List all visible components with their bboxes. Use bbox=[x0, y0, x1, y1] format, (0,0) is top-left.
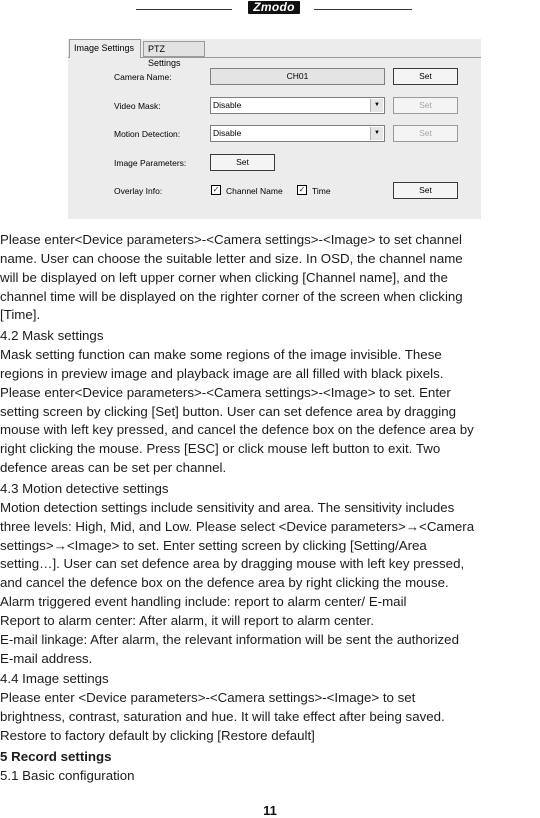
motion-detection-select[interactable] bbox=[210, 125, 385, 142]
text-line: setting screen by clicking [Set] button. User can set defence area by dragging bbox=[0, 403, 457, 419]
section-heading-image-settings: 4.4 Image settings bbox=[0, 671, 109, 687]
text-line: brightness, contrast, saturation and hue. It will take effect after being saved. bbox=[0, 709, 445, 725]
text-line: Please enter <Device parameters>-<Camera settings>-<Image> to set bbox=[0, 690, 416, 706]
manual-body-text bbox=[0, 231, 540, 785]
section-heading-record-settings: 5 Record settings bbox=[0, 748, 112, 764]
motion-detection-set-button[interactable]: Set bbox=[393, 125, 458, 142]
camera-name-label: Camera Name: bbox=[114, 72, 172, 82]
overlay-info-set-button[interactable]: Set bbox=[393, 182, 458, 199]
text-line: mouse with left key pressed, and cancel the defence box on the defence area by bbox=[0, 422, 474, 438]
page-number: 11 bbox=[263, 803, 277, 818]
overlay-info-label: Overlay Info: bbox=[114, 186, 163, 196]
text-line: [Time]. bbox=[0, 307, 41, 323]
chevron-down-icon[interactable]: ▼ bbox=[370, 127, 383, 140]
tab-panel bbox=[68, 57, 481, 219]
video-mask-select[interactable] bbox=[210, 97, 385, 114]
text-line: Alarm triggered event handling include: report to alarm center/ E-mail bbox=[0, 594, 407, 610]
text-line: defence areas can be set per channel. bbox=[0, 460, 227, 476]
motion-detection-value: Disable bbox=[213, 128, 242, 138]
tab-image-settings[interactable]: Image Settings bbox=[69, 39, 141, 58]
motion-detection-label: Motion Detection: bbox=[114, 129, 181, 139]
image-parameters-label: Image Parameters: bbox=[114, 158, 187, 168]
camera-name-field[interactable]: CH01 bbox=[210, 68, 385, 85]
text-line: E-mail linkage: After alarm, the relevant information will be sent the authorized bbox=[0, 631, 459, 647]
video-mask-value: Disable bbox=[213, 100, 242, 110]
text-line: regions in preview image and playback image are all filled with black pixels. bbox=[0, 365, 444, 381]
text-line: will be displayed on left upper corner when clicking [Channel name], and the bbox=[0, 269, 448, 285]
text-line: Mask setting function can make some regions of the image invisible. These bbox=[0, 347, 442, 363]
section-heading-mask-settings: 4.2 Mask settings bbox=[0, 328, 104, 344]
text-line: and cancel the defence box on the defence area by right clicking the mouse. bbox=[0, 575, 449, 591]
time-checkbox[interactable]: ✓ bbox=[298, 185, 306, 194]
text-line: Motion detection settings include sensitivity and area. The sensitivity includes bbox=[0, 499, 455, 515]
text-line: channel time will be displayed on the righter corner of the screen when clicking bbox=[0, 288, 463, 304]
image-parameters-set-button[interactable]: Set bbox=[210, 154, 275, 171]
section-heading-motion-settings: 4.3 Motion detective settings bbox=[0, 480, 169, 496]
brand-logo: Zmodo bbox=[242, 0, 306, 14]
video-mask-set-button[interactable]: Set bbox=[393, 97, 458, 114]
channel-name-checkbox-label: Channel Name bbox=[226, 186, 283, 196]
section-heading-basic-configuration: 5.1 Basic configuration bbox=[0, 767, 135, 783]
text-line: right clicking the mouse. Press [ESC] or click mouse left button to exit. Two bbox=[0, 441, 441, 457]
text-line: Report to alarm center: After alarm, it will report to alarm center. bbox=[0, 612, 374, 628]
text-line: Please enter<Device parameters>-<Camera settings>-<Image> to set channel bbox=[0, 232, 462, 247]
text-line: Restore to factory default by clicking [Restore default] bbox=[0, 727, 315, 743]
text-line: setting…]. User can set defence area by dragging mouse with left key pressed, bbox=[0, 556, 465, 572]
time-checkbox-label: Time bbox=[312, 186, 331, 196]
text-line: three levels: High, Mid, and Low. Please select <Device parameters>→<Camera bbox=[0, 518, 475, 534]
image-settings-dialog bbox=[68, 39, 481, 219]
video-mask-label: Video Mask: bbox=[114, 101, 161, 111]
text-line: name. User can choose the suitable letter and size. In OSD, the channel name bbox=[0, 250, 463, 266]
channel-name-checkbox[interactable]: ✓ bbox=[212, 185, 220, 194]
tab-ptz-settings[interactable]: PTZ Settings bbox=[143, 41, 205, 57]
camera-name-set-button[interactable]: Set bbox=[393, 68, 458, 85]
text-line: settings>→<Image> to set. Enter setting screen by clicking [Setting/Area bbox=[0, 537, 427, 553]
header-rule-left bbox=[136, 9, 232, 10]
text-line: E-mail address. bbox=[0, 650, 93, 666]
text-line: Please enter<Device parameters>-<Camera settings>-<Image> to set. Enter bbox=[0, 384, 451, 400]
chevron-down-icon[interactable]: ▼ bbox=[370, 99, 383, 112]
header-rule-right bbox=[314, 9, 412, 10]
